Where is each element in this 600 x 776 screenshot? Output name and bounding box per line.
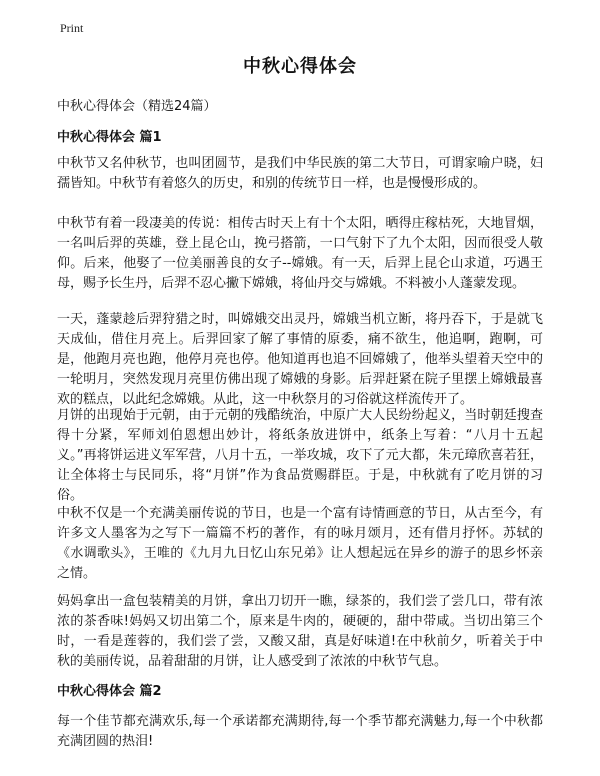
document-subtitle: 中秋心得体会（精选24篇） bbox=[57, 99, 217, 114]
paragraph: 中秋不仅是一个充满美丽传说的节日，也是一个富有诗情画意的节日，从古至今，有许多文人墨客为之写下一篇篇不朽的著作，有的咏月颂月，还有借月抒怀。苏轼的《水调歌头》，王唯的《九月九日忆山东兄弟》让人想起远在异乡的游子的思乡怀亲之情。 bbox=[57, 506, 543, 581]
section-heading-2: 中秋心得体会 篇2 bbox=[57, 684, 162, 699]
paragraph: 月饼的出现始于元朝，由于元朝的残酷统治，中原广大人民纷纷起义，当时朝廷搜查得十分紧，军师刘伯恩想出妙计，将纸条放进饼中，纸条上写着：“八月十五起义。”再将饼运进义军军营，八月十五，一举攻城，攻下了元大都，朱元璋欣喜若狂，让全体将士与民同乐，将“月饼”作为食品赏赐群臣。于是，中秋就有了吃月饼的习俗。 bbox=[57, 408, 543, 503]
print-link[interactable]: Print bbox=[60, 21, 84, 35]
paragraph: 一天，蓬蒙趁后羿狩猎之时，叫嫦娥交出灵丹，嫦娥当机立断，将丹吞下，于是就飞天成仙，借住月亮上。后羿回家了解了事情的原委，痛不欲生，他追啊，跑啊，可是，他跑月亮也跑，他停月亮也停。他知道再也追不回嫦娥了，他举头望着天空中的一轮明月，突然发现月亮里仿佛出现了嫦娥的身影。后羿赶紧在院子里摆上嫦娥最喜欢的糕点，以此纪念嫦娥。从此，这一中秋祭月的习俗就这样流传开了。 bbox=[57, 312, 543, 407]
paragraph: 中秋节有着一段凄美的传说：相传古时天上有十个太阳，晒得庄稼枯死，大地冒烟，一名叫后羿的英雄，登上昆仑山，挽弓搭箭，一口气射下了九个太阳，因而很受人敬仰。后来，他娶了一位美丽善良的女子--嫦娥。有一天，后羿上昆仑山求道，巧遇王母，赐予长生丹，后羿不忍心撇下嫦娥，将仙丹交与嫦娥。不料被小人蓬蒙发现。 bbox=[57, 216, 543, 291]
paragraph: 妈妈拿出一盒包装精美的月饼，拿出刀切开一瞧，绿茶的，我们尝了尝几口，带有浓浓的茶香味!妈妈又切出第二个，原来是牛肉的，硬硬的，甜中带咸。当切出第三个时，一看是莲蓉的，我们尝了尝，又酸又甜，真是好味道!在中秋前夕，听着关于中秋的美丽传说，品着甜甜的月饼，让人感受到了浓浓的中秋节气息。 bbox=[57, 594, 543, 669]
paragraph: 每一个佳节都充满欢乐,每一个承诺都充满期待,每一个季节都充满魅力,每一个中秋都充满团圆的热泪! bbox=[57, 714, 543, 749]
paragraph: 中秋节又名仲秋节，也叫团圆节，是我们中华民族的第二大节日，可谓家喻户晓，妇孺皆知。中秋节有着悠久的历史，和别的传统节日一样，也是慢慢形成的。 bbox=[57, 156, 543, 191]
page-title: 中秋心得体会 bbox=[243, 56, 357, 77]
section-heading-1: 中秋心得体会 篇1 bbox=[57, 130, 162, 145]
